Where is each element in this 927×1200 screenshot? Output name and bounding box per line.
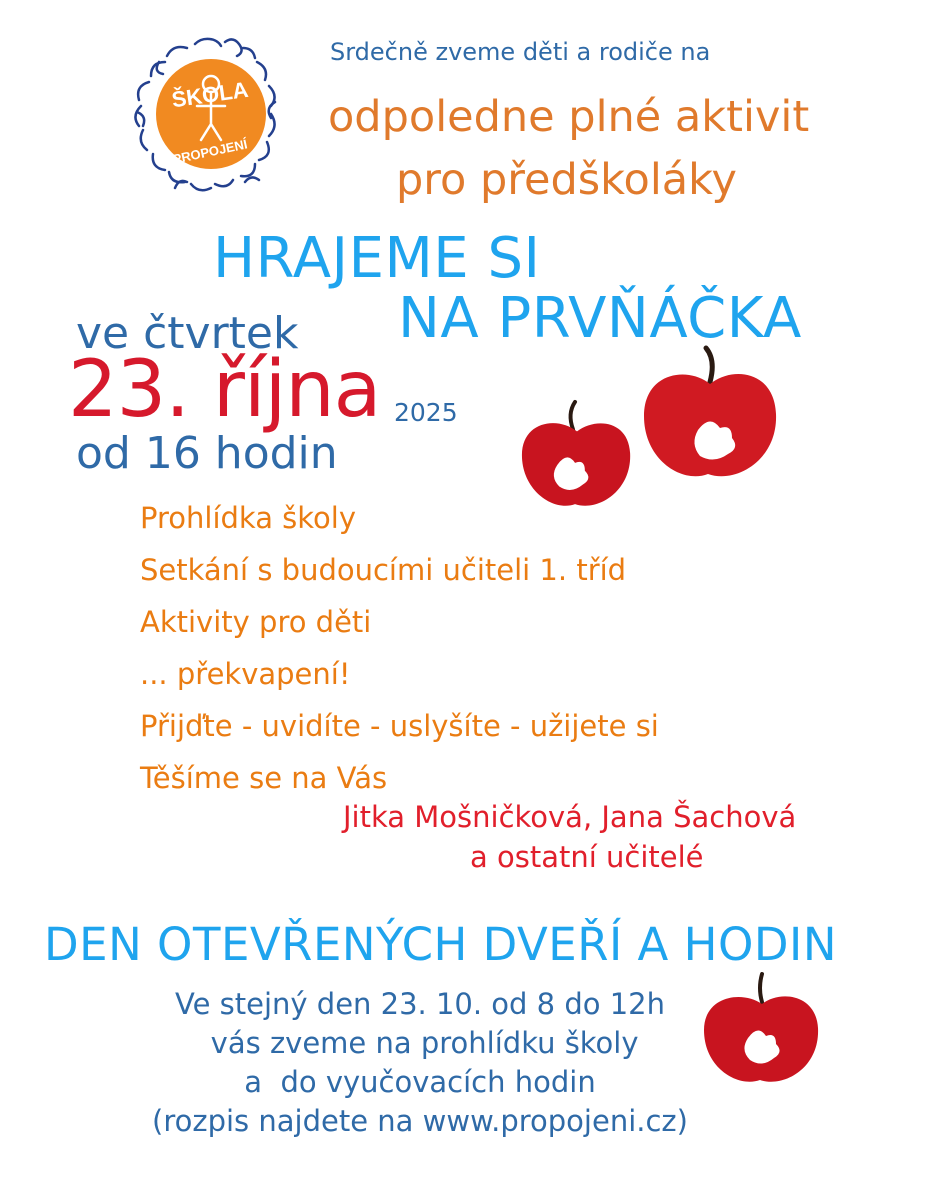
open-day-line: Ve stejný den 23. 10. od 8 do 12h [175,987,665,1021]
school-logo [125,32,290,197]
open-day-details [140,985,700,1141]
list-item: Těšíme se na Vás [140,761,388,795]
apple-icon [700,972,822,1090]
activities-list [140,492,659,804]
apple-icon [640,344,780,486]
list-item: ... překvapení! [140,657,351,691]
event-day: ve čtvrtek [76,308,299,359]
logo-text-top: ŠKOLA [170,76,250,113]
subtitle-line-1: odpoledne plné aktivit [328,92,810,142]
list-item: Setkání s budoucími učiteli 1. tříd [140,553,627,587]
headline-line-2: NA PRVŇÁČKA [398,286,802,351]
signature-others: a ostatní učitelé [470,840,704,874]
headline-line-1: HRAJEME SI [213,226,541,291]
open-day-line: (rozpis najdete na www.propojeni.cz) [152,1104,688,1138]
list-item: Přijďte - uvidíte - uslyšíte - užijete si [140,709,659,743]
list-item: Aktivity pro děti [140,605,372,639]
signature-names: Jitka Mošničková, Jana Šachová [343,800,797,834]
event-year: 2025 [394,398,458,427]
subtitle-line-2: pro předškoláky [396,155,737,205]
list-item: Prohlídka školy [140,501,357,535]
event-time: od 16 hodin [76,428,338,479]
event-date: 23. října [68,345,381,435]
logo-text-bottom: PROPOJENÍ [171,136,249,167]
open-day-line: a do vyučovacích hodin [244,1065,596,1099]
intro-text: Srdečně zveme děti a rodiče na [330,38,711,66]
open-day-line: vás zveme na prohlídku školy [201,1026,639,1060]
open-day-title: DEN OTEVŘENÝCH DVEŘÍ A HODIN [44,918,837,971]
